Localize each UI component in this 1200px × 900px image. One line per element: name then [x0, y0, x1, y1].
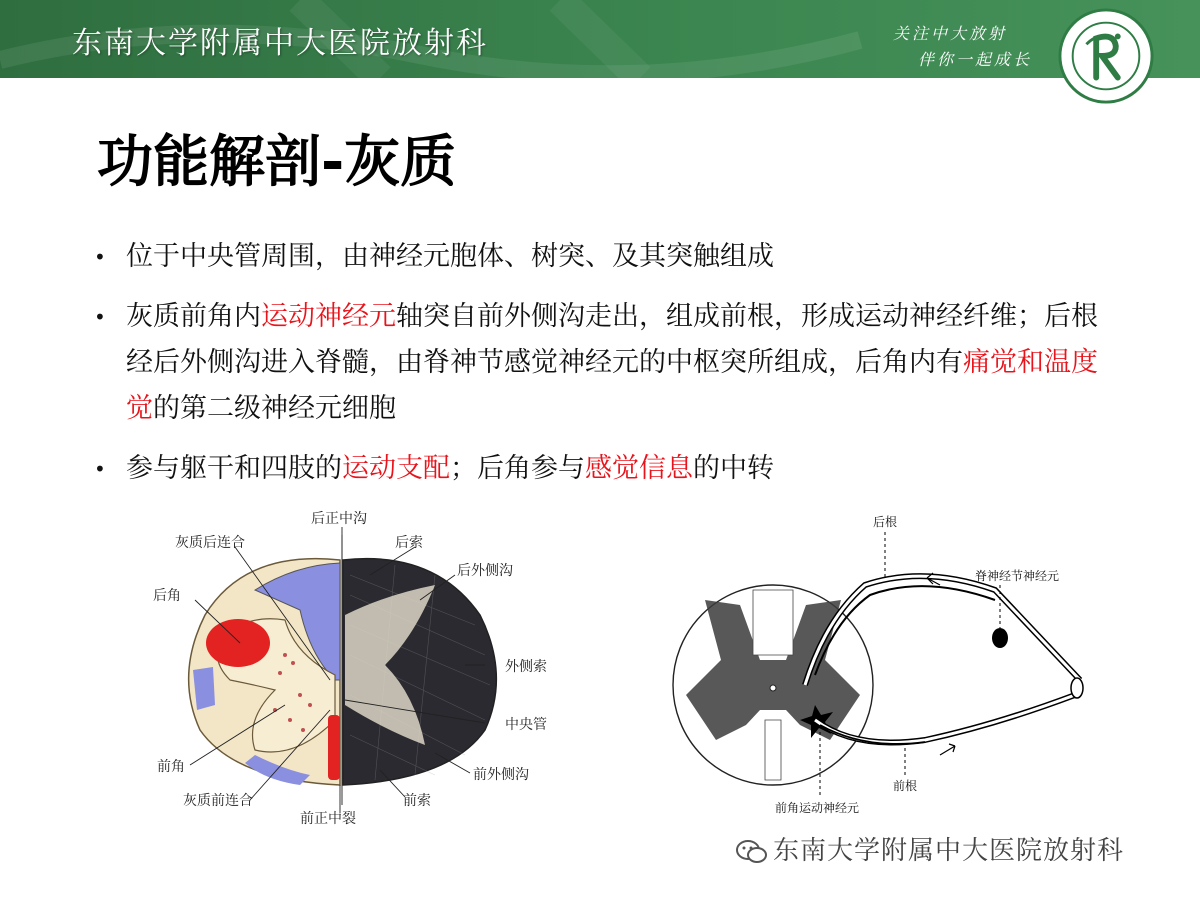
bullet-item [92, 294, 1122, 432]
watermark-text: 东南大学附属中大医院放射科 [773, 836, 1125, 866]
label-anterior-horn-motor-neuron: 前角运动神经元 [775, 801, 860, 815]
label-posterior-funiculus: 后索 [395, 535, 423, 551]
slogan-line-2: 伴你一起成长 [918, 50, 1033, 69]
highlight-text: 运动神经元 [261, 301, 396, 332]
bullet-text: 参与躯干和四肢的 [126, 453, 342, 484]
wechat-icon [735, 838, 769, 866]
bullet-dot-icon: • [94, 457, 106, 481]
bullet-dot-icon: • [94, 245, 106, 269]
label-anterior-horn: 前角 [157, 759, 185, 775]
bullet-text: 灰质前角内 [126, 301, 261, 332]
efferent-arrow-icon [940, 744, 955, 755]
spinal-cord-cross-section-diagram [135, 505, 575, 835]
highlight-text: 感觉信息 [585, 453, 693, 484]
header-banner [0, 0, 1200, 78]
central-canal [770, 685, 776, 691]
label-anterior-median-fissure: 前正中裂 [300, 811, 356, 827]
label-gray-anterior-commissure: 灰质前连合 [183, 793, 253, 809]
banner-title: 东南大学附属中大医院放射科 [72, 26, 488, 61]
label-posterior-horn: 后角 [153, 588, 181, 604]
bullet-list [92, 234, 1122, 506]
slide-title: 功能解剖-灰质 [97, 130, 457, 195]
nerve-end [1071, 678, 1083, 698]
bullet-text: ；后角参与 [450, 453, 585, 484]
watermark [735, 830, 1124, 867]
label-spinal-ganglion-neuron: 脊神经节神经元 [975, 569, 1060, 583]
label-posterolateral-sulcus: 后外侧沟 [457, 563, 513, 579]
bullet-text: 轴突自前外侧沟走出，组成前根，形成运动神经纤维；后根经后外侧沟进入脊髓，由脊神节感觉神经元的中枢突所组成，后角内有 [126, 301, 1098, 378]
label-gray-posterior-commissure: 灰质后连合 [175, 535, 245, 551]
bullet-dot-icon: • [94, 305, 106, 329]
highlight-text: 痛觉和温度觉 [126, 347, 1098, 424]
spinal-nerve-pathway-diagram [665, 510, 1110, 820]
spinal-ganglion [992, 628, 1008, 648]
posterior-horn-red [206, 619, 270, 667]
label-posterior-root: 后根 [873, 515, 898, 529]
bullet-item [92, 446, 1122, 492]
bullet-item [92, 234, 1122, 280]
anterior-tract-red [328, 715, 340, 780]
label-anterior-root: 前根 [893, 779, 918, 793]
highlight-text: 运动支配 [342, 453, 450, 484]
hospital-logo [1057, 7, 1155, 105]
label-central-canal: 中央管 [505, 717, 547, 733]
bullet-text: 位于中央管周围，由神经元胞体、树突、及其突触组成 [126, 241, 774, 272]
label-lateral-funiculus: 外侧索 [505, 659, 547, 675]
label-anterior-funiculus: 前索 [403, 793, 431, 809]
slogan-line-1: 关注中大放射 [893, 24, 1008, 43]
label-anterolateral-sulcus: 前外侧沟 [473, 767, 529, 783]
bullet-text: 的中转 [693, 453, 774, 484]
label-posterior-median-sulcus: 后正中沟 [311, 511, 367, 527]
bullet-text: 的第二级神经元细胞 [153, 393, 396, 424]
